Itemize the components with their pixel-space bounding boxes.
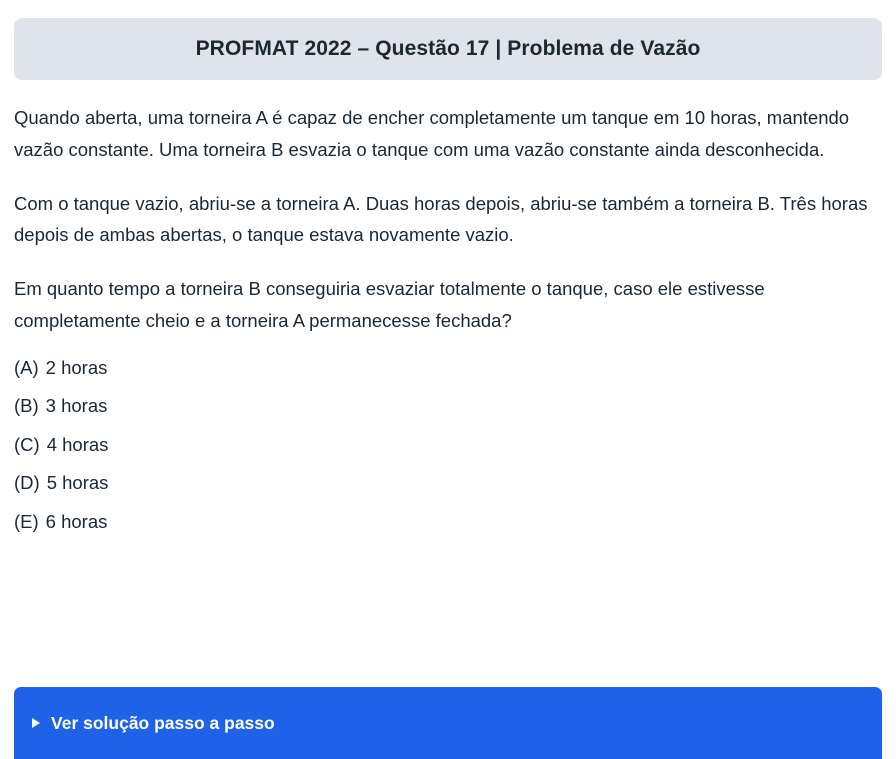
option-d[interactable]	[14, 474, 882, 493]
option-e[interactable]	[14, 510, 882, 532]
option-b-label: 3 horas	[45, 395, 108, 417]
option-a-label: 2 horas	[45, 356, 108, 378]
option-a-letter: (A)	[14, 356, 39, 378]
option-b-letter: (B)	[14, 395, 39, 417]
show-solution-button[interactable]	[14, 687, 882, 759]
option-d-label: 5 horas	[46, 472, 109, 494]
answer-options-list	[14, 356, 882, 532]
option-e-label: 6 horas	[45, 510, 108, 532]
triangle-right-icon	[32, 718, 40, 728]
statement-paragraph-2: Com o tanque vazio, abriu-se a torneira A. Duas horas depois, abriu-se também a torneira B. Três horas depois de ambas abertas, o tanque estava novamente vazio.	[14, 192, 868, 246]
option-b[interactable]	[14, 397, 882, 416]
option-d-letter: (D)	[14, 472, 40, 494]
question-statement	[14, 102, 882, 337]
option-c[interactable]	[14, 433, 882, 455]
show-solution-label: Ver solução passo a passo	[51, 712, 275, 733]
option-a[interactable]	[14, 356, 882, 378]
statement-paragraph-3: Em quanto tempo a torneira B conseguiria esvaziar totalmente o tanque, caso ele estivesse completamente cheio e a torneira A permanecesse fechada?	[14, 278, 765, 332]
option-c-label: 4 horas	[46, 433, 109, 455]
option-e-letter: (E)	[14, 510, 39, 532]
question-page	[0, 18, 896, 759]
option-c-letter: (C)	[14, 433, 40, 455]
statement-paragraph-1: Quando aberta, uma torneira A é capaz de encher completamente um tanque em 10 horas, mantendo vazão constante. Uma torneira B esvazia o tanque com uma vazão constante ainda desconhecida.	[14, 107, 850, 160]
page-title: PROFMAT 2022 – Questão 17 | Problema de Vazão	[195, 37, 701, 60]
question-title-banner	[14, 18, 882, 80]
